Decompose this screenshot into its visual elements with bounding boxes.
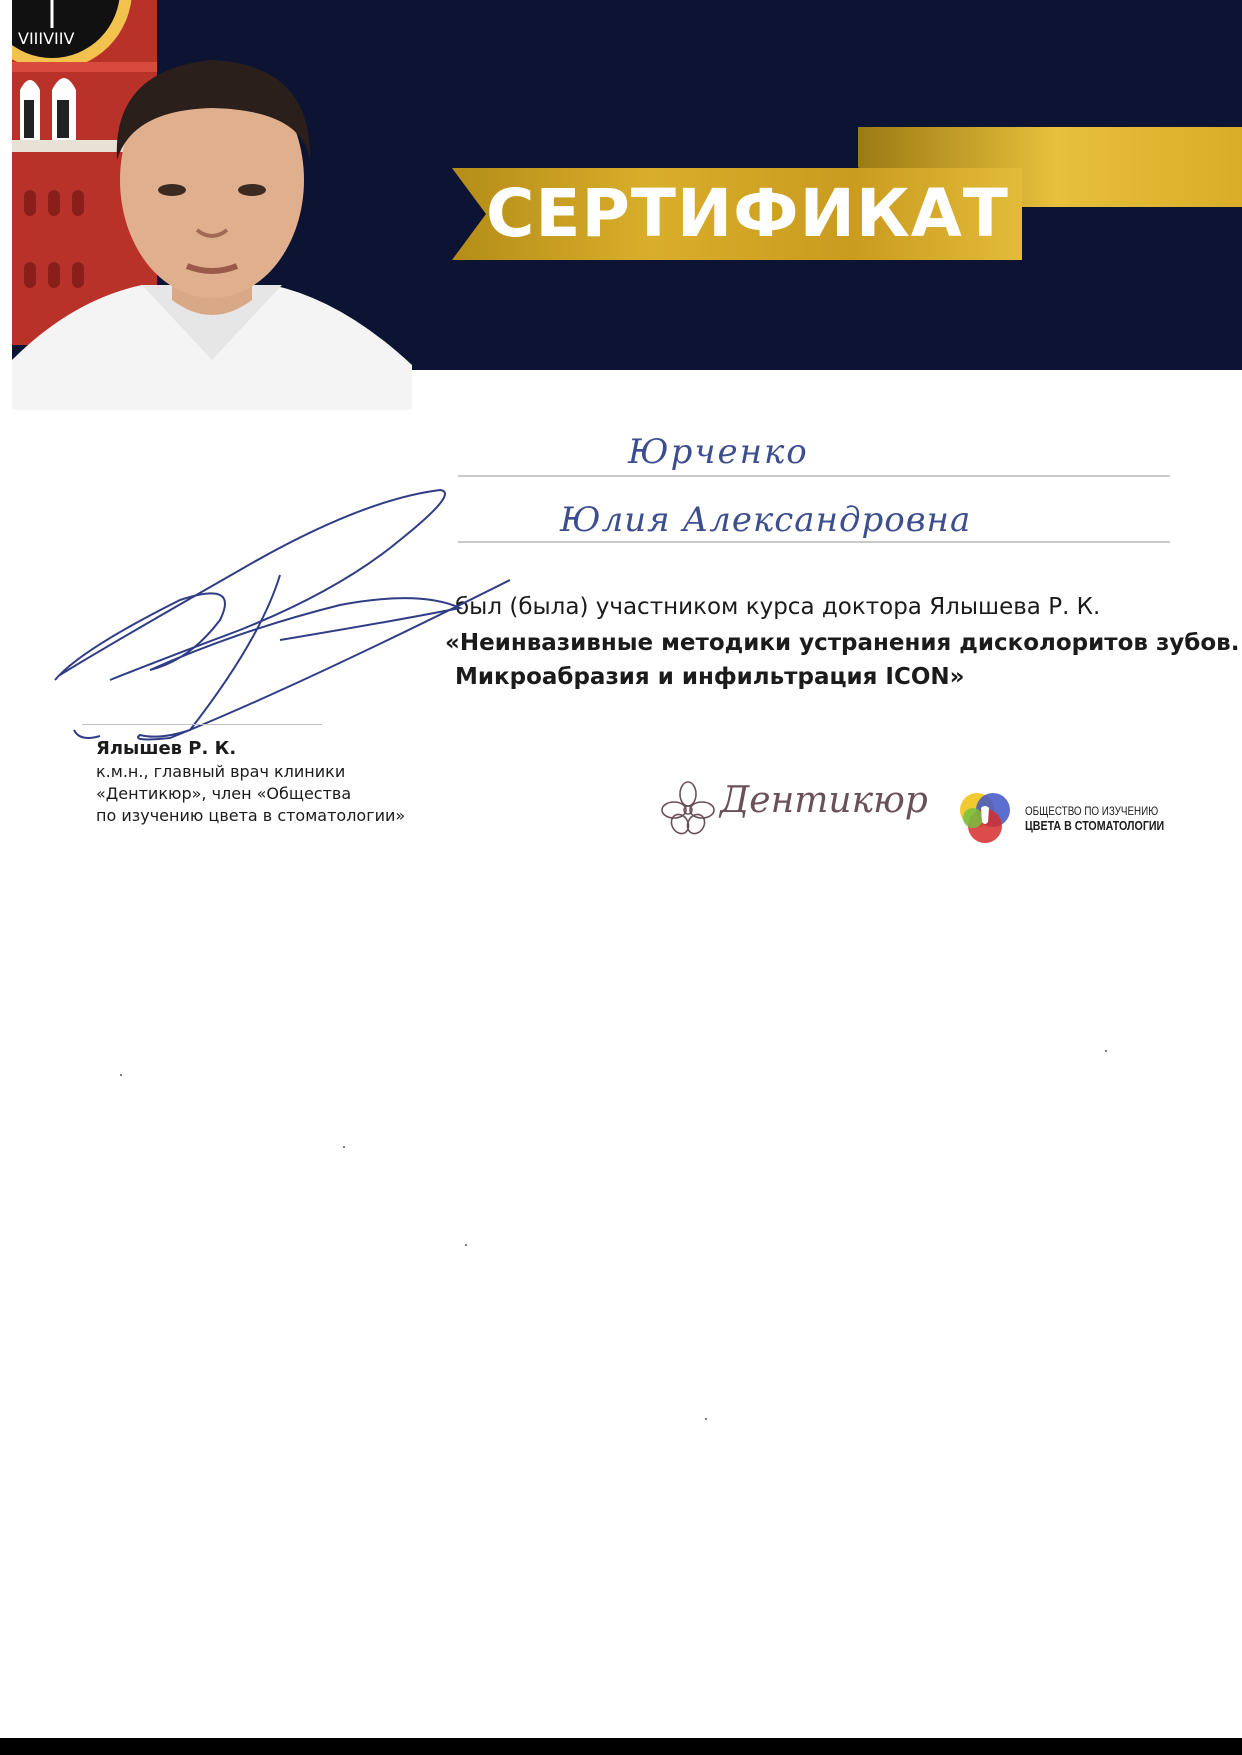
- doctor-portrait: [12, 30, 412, 410]
- scan-speck: [465, 1244, 467, 1246]
- certificate-title: СЕРТИФИКАТ: [486, 175, 1009, 252]
- scan-speck: [120, 1074, 122, 1076]
- color-circles-icon: [955, 788, 1015, 848]
- svg-text:VIIIVIIV: VIIIVIIV: [18, 29, 75, 48]
- surname-rule-line: [458, 475, 1170, 477]
- given-names-rule-line: [458, 541, 1170, 543]
- dentikyur-wordmark: Дентикюр: [720, 780, 928, 821]
- signer-role-line-3: по изучению цвета в стоматологии»: [96, 806, 406, 825]
- signature-rule-line: [82, 724, 322, 725]
- scan-speck: [705, 1418, 707, 1420]
- signer-role-line-2: «Дентикюр», член «Общества: [96, 784, 352, 803]
- flower-icon: [660, 780, 716, 836]
- society-logo: [955, 788, 1195, 848]
- signer-name: Ялышев Р. К.: [96, 738, 237, 759]
- signer-role-line-1: к.м.н., главный врач клиники: [96, 762, 346, 781]
- society-name-line-2: ЦВЕТА В СТОМАТОЛОГИИ: [1025, 818, 1165, 833]
- recipient-given-names: Юлия Александровна: [560, 500, 972, 540]
- dentikyur-logo: [660, 770, 928, 850]
- scan-bottom-edge: [0, 1738, 1242, 1755]
- course-title-line-2: Микроабразия и инфильтрация ICON»: [455, 664, 965, 690]
- course-title-line-1: «Неинвазивные методики устранения дисколоритов зубов.: [445, 630, 1240, 656]
- participation-text: был (была) участником курса доктора Ялышева Р. К.: [455, 594, 1101, 620]
- scan-speck: [343, 1146, 345, 1148]
- society-name-line-1: ОБЩЕСТВО ПО ИЗУЧЕНИЮ: [1025, 804, 1159, 818]
- recipient-surname: Юрченко: [628, 432, 809, 472]
- handwritten-signature: [40, 480, 540, 760]
- scan-speck: [1105, 1050, 1107, 1052]
